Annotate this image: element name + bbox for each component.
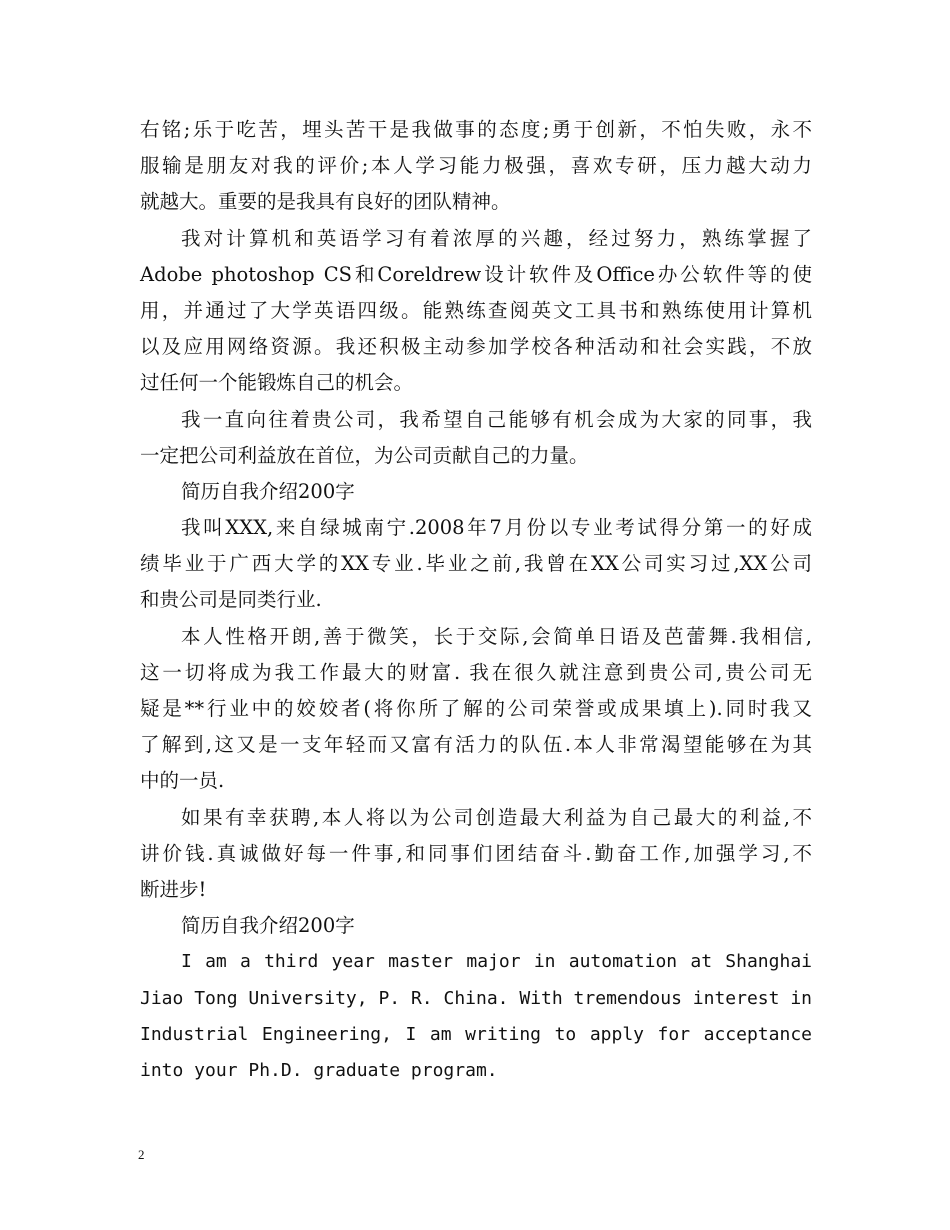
text-line: 讲价钱.真诚做好每一件事,和同事们团结奋斗.勤奋工作,加强学习,不 bbox=[140, 841, 812, 865]
text-line: 如果有幸获聘,本人将以为公司创造最大利益为自己最大的利益,不 bbox=[181, 805, 812, 829]
text-line: 疑是**行业中的姣姣者(将你所了解的公司荣誉或成果填上).同时我又 bbox=[140, 697, 812, 720]
page-number: 2 bbox=[138, 1147, 145, 1162]
section-heading: 简历自我介绍200字 bbox=[181, 914, 355, 938]
text-line: Adobe photoshop CS和Coreldrew设计软件及Office办公软件等的使 bbox=[140, 262, 812, 286]
text-line: 本人性格开朗,善于微笑，长于交际,会简单日语及芭蕾舞.我相信, bbox=[181, 624, 812, 648]
section-heading: 简历自我介绍200字 bbox=[181, 479, 355, 503]
text-line: 用，并通过了大学英语四级。能熟练查阅英文工具书和熟练使用计算机 bbox=[140, 298, 812, 322]
text-line: 和贵公司是同类行业. bbox=[140, 588, 322, 612]
text-line: 断进步! bbox=[140, 877, 207, 901]
text-line: 右铭;乐于吃苦，埋头苦干是我做事的态度;勇于创新，不怕失败，永不 bbox=[140, 118, 812, 141]
text-line: 我一直向往着贵公司，我希望自己能够有机会成为大家的同事，我 bbox=[181, 407, 812, 431]
text-line: 了解到,这又是一支年轻而又富有活力的队伍.本人非常渴望能够在为其 bbox=[140, 733, 812, 757]
text-line: 以及应用网络资源。我还积极主动参加学校各种活动和社会实践，不放 bbox=[140, 335, 812, 359]
text-line: 中的一员. bbox=[140, 769, 225, 793]
text-line: into your Ph.D. graduate program. bbox=[140, 1059, 498, 1081]
text-line: I am a third year master major in automation at Shanghai bbox=[181, 951, 812, 973]
text-line: Industrial Engineering, I am writing to apply for acceptance bbox=[140, 1023, 812, 1045]
text-line: 服输是朋友对我的评价;本人学习能力极强，喜欢专研，压力越大动力 bbox=[140, 154, 812, 178]
document-body bbox=[140, 112, 812, 1089]
text-line: Jiao Tong University, P. R. China. With tremendous interest in bbox=[140, 987, 812, 1009]
text-line: 过任何一个能锻炼自己的机会。 bbox=[140, 371, 414, 395]
text-line: 我对计算机和英语学习有着浓厚的兴趣，经过努力，熟练掌握了 bbox=[181, 226, 812, 250]
text-line: 绩毕业于广西大学的XX专业.毕业之前,我曾在XX公司实习过,XX公司 bbox=[140, 552, 812, 576]
text-line: 就越大。重要的是我具有良好的团队精神。 bbox=[140, 190, 511, 214]
text-line: 一定把公司利益放在首位，为公司贡献自己的力量。 bbox=[140, 443, 589, 467]
text-line: 这一切将成为我工作最大的财富. 我在很久就注意到贵公司,贵公司无 bbox=[140, 660, 812, 684]
text-line: 我叫XXX,来自绿城南宁.2008年7月份以专业考试得分第一的好成 bbox=[181, 516, 812, 540]
